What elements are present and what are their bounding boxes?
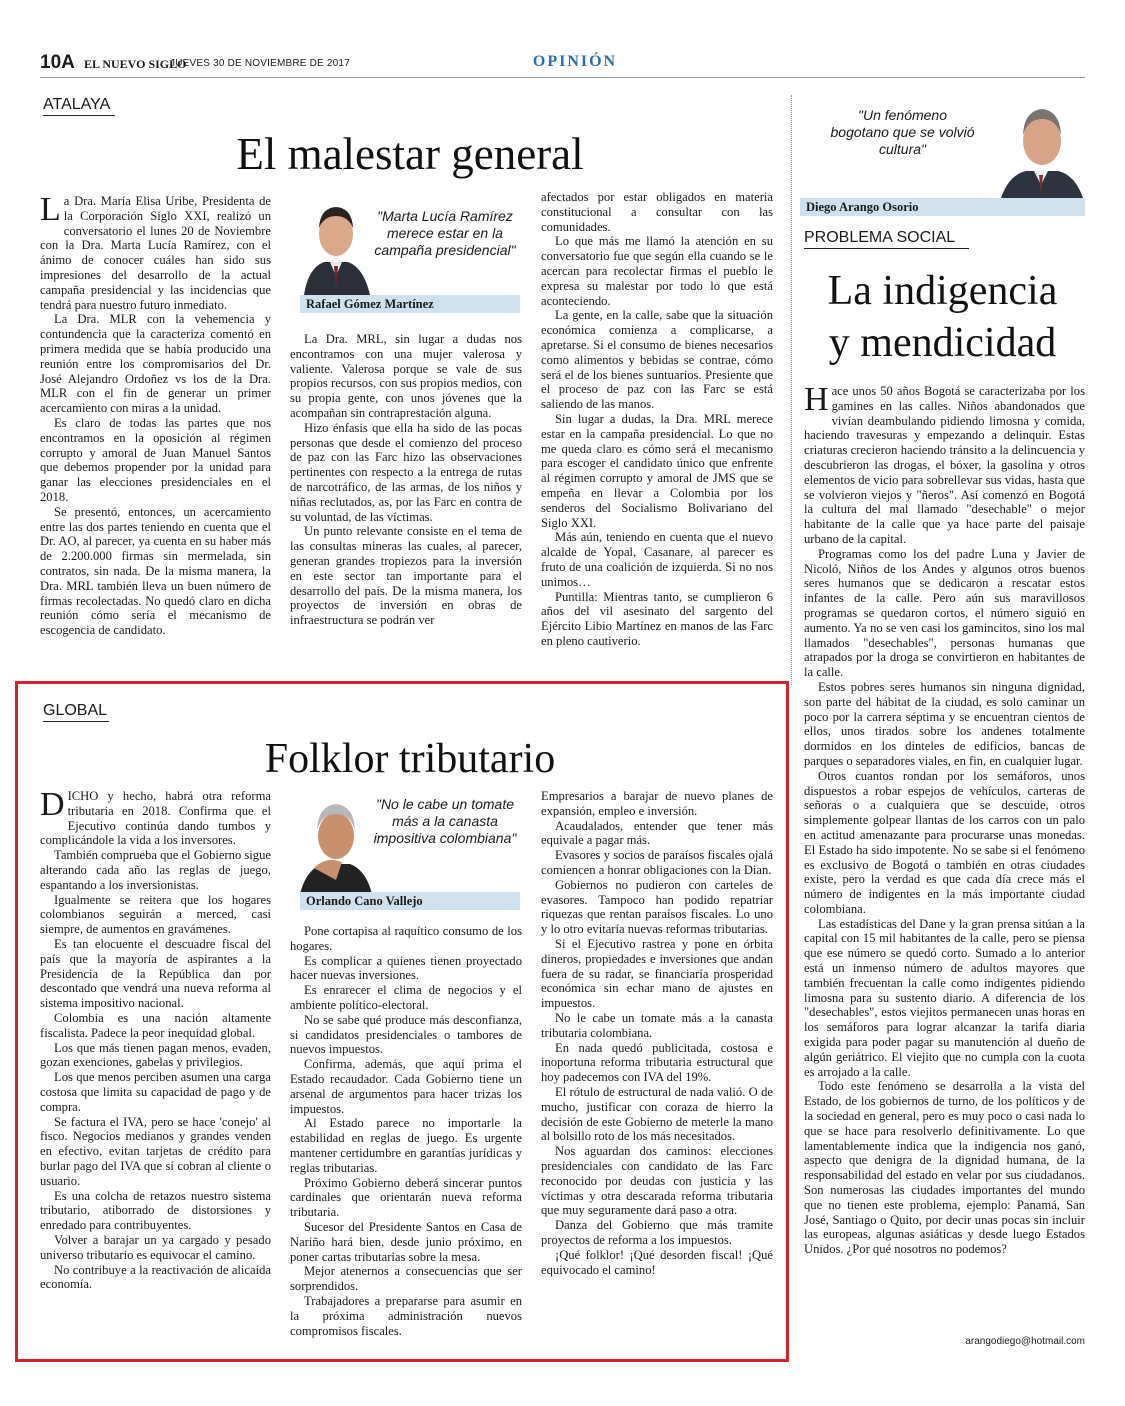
global-paragraph: Evasores y socios de paraísos fiscales ojalá comiencen a honrar obligaciones con la Dian.	[541, 848, 773, 877]
global-paragraph: También comprueba que el Gobierno sigue alterando cada año las reglas de juego, espantando a los inversionistas.	[40, 848, 271, 892]
author-box-cano	[288, 790, 520, 912]
global-paragraph: Es una colcha de retazos nuestro sistema tributario, atiborrado de distorsiones y enredado para contribuyentes.	[40, 1188, 271, 1233]
global-paragraph: Volver a barajar un ya cargado y pesado universo tributario es equivocar el camino.	[40, 1232, 271, 1262]
global-paragraph: Es enrarecer el clima de negocios y el ambiente político-electoral.	[290, 983, 522, 1012]
social-column	[804, 381, 1085, 1257]
global-paragraph: No contribuye a la reactivación de alicaída economía.	[40, 1262, 271, 1292]
global-paragraph: Nos aguardan dos caminos: elecciones presidenciales con candidato de las Farc reconocido por deudas con justicia y las víctimas y otra descarada reforma tributaria que muy seguramente dará paso a otra.	[541, 1144, 773, 1218]
section-title: OPINIÓN	[532, 53, 618, 70]
atalaya-paragraph: La Dra. MRL, sin lugar a dudas nos encontramos con una mujer valerosa y valiente. Valerosa porque se vale de sus propios recursos, con sus propios medios, con su propia gente, con unos jóvenes que la acompañan sin contraprestación alguna.	[290, 332, 522, 420]
atalaya-column-3	[541, 190, 773, 649]
atalaya-paragraph: Puntilla: Mientras tanto, se cumplieron 6 años del vil asesinato del sargento del Ejército Libio Martínez en manos de las Farc en pleno cautiverio.	[541, 589, 773, 648]
pull-quote-cano: "No le cabe un tomate más a la canasta impositiva colombiana"	[373, 796, 517, 846]
social-paragraph: Todo este fenómeno se desarrolla a la vista del Estado, de los gobiernos de turno, de los políticos y de la sociedad en general, pero es muy poco o casi nada lo que se hace para resolverlo definitivamente. Lo que lamentablemente indica que la indigencia nos ganó, aspecto que denigra de la dignidad humana, de la responsabilidad del estado en velar por sus ciudadanos. Son numerosas las ciudades importantes del mundo que no tienen este problema, ejemplo: Panamá, San José, Santiago o Quito, por decir unas pocas sin incluir las europeas, algunas asiáticas y desde luego Estados Unidos. ¿Por qué nosotros no podemos?	[804, 1079, 1085, 1257]
headline-malestar: El malestar general	[236, 129, 584, 179]
global-paragraph: Danza del Gobierno que más tramite proyectos de reforma a los impuestos.	[541, 1218, 773, 1247]
atalaya-paragraph: Lo que más me llamó la atención en su conversatorio fue que según ella cuando se le acercan para recolectar firmas el pueblo le expresa su malestar por todo lo que está aconteciendo.	[541, 234, 773, 308]
social-paragraph: Las estadísticas del Dane y la gran prensa sitúan a la capital con 15 mil habitantes de la calle, pero se piensa que ese número se quedó corto. Sumado a lo anterior está un inmenso número de adultos mayores que también frecuentan la calle como indigentes pidiendo limosna para su sustento diario. A diferencia de los "desechables", estos viejitos permanecen unas horas en los semáforos para lograr alcanzar la tarifa diaria exigida para poder pagar su manutención al dueño de algún geriátrico. El viejito que no cumpla con la cuota es arrojado a la calle.	[804, 916, 1085, 1079]
kicker-global: GLOBAL	[43, 702, 109, 722]
pull-quote-gomez: "Marta Lucía Ramírez merece estar en la campaña presidencial"	[374, 208, 516, 258]
global-paragraph: En nada quedó publicitada, costosa e inoportuna reforma tributaria estructural que hoy padecemos con IVA del 19%.	[541, 1040, 773, 1085]
social-paragraph: Programas como los del padre Luna y Javier de Nicoló, Niños de los Andes y algunos otros buenos seres humanos que se dedicaron a rescatar estos infantes de la calle. Pero aún sus maravillosos programas se quedaron cortos, el número siguió en aumento. Ya no se ven casi los gamincitos, sino los mal llamados "desechables", personas humanas que atrapados por la droga se convirtieron en habitantes de la calle.	[804, 546, 1085, 680]
global-paragraph: Gobiernos no pudieron con carteles de evasores. Tampoco han podido repatriar riquezas que rentan paraísos fiscales. Lo uno y lo otro evitaría nuevas reformas tributarias.	[541, 877, 773, 937]
global-column-2	[290, 924, 522, 1338]
author-photo-cano	[296, 790, 376, 894]
global-paragraph: Los que más tienen pagan menos, evaden, gozan exenciones, gabelas y privilegios.	[40, 1040, 271, 1070]
social-paragraph: Otros cuantos rondan por los semáforos, unos dispuestos a robar espejos de vehículos, carteras de señoras o a cualquiera que se descuide, otros simplemente golpear llantas de los carros con un palo en actitud amenazante para procurarse unas monedas. El Estado ha sido impotente. No se sabe si el fenómeno es exclusivo de Bogotá o también en otras ciudades existe, pero la verdad es que cada día crece más el número de indigentes en la más importante ciudad colombiana.	[804, 768, 1085, 916]
atalaya-paragraph: La gente, en la calle, sabe que la situación económica comienza a complicarse, a apretarse. Si el consumo de bienes necesarios como alimentos y bebidas se contrae, cómo será el de los bienes suntuarios. Presiente que el proceso de paz con las Farc se está saliendo de las manos.	[541, 308, 773, 412]
newspaper-name: EL NUEVO SIGLO	[84, 57, 187, 71]
atalaya-paragraph: Se presentó, entonces, un acercamiento entre las dos partes teniendo en cuenta que el Dr. AO, al parecer, ya cuenta en su haber más de 2.200.000 firmas sin mermelada, sin contratos, sin nada. De la misma manera, la Dra. MRL también lleva un buen número de firmas recolectadas. No quedó claro en dicha reunión cómo sería el mecanismo de escogencia de candidato.	[40, 504, 271, 638]
global-paragraph: Si el Ejecutivo rastrea y pone en órbita dineros, propiedades e inversiones que andan fuera de su radar, se financiaría prosperidad económica sin echar mano de ajustes en impuestos.	[541, 936, 773, 1011]
kicker-atalaya: ATALAYA	[43, 96, 115, 116]
global-paragraph: ¡Qué folklor! ¡Qué desorden fiscal! ¡Qué equivocado el camino!	[541, 1247, 773, 1277]
headline-line: La indigencia	[827, 268, 1058, 314]
atalaya-paragraph: afectados por estar obligados en materia constitucional a consultar con las comunidades.	[541, 190, 773, 234]
atalaya-column-1	[40, 191, 271, 638]
global-paragraph: Es complicar a quienes tienen proyectado hacer nuevas inversiones.	[290, 953, 522, 983]
global-paragraph: Se factura el IVA, pero se hace 'conejo' al fisco. Negocios medianos y grandes venden en efectivo, evitan tarjetas de crédito para burlar pago del IVA que sí cobran al cliente o usuario.	[40, 1114, 271, 1188]
global-column-3	[541, 789, 773, 1277]
pull-quote-arango: "Un fenómeno bogotano que se volvió cultura"	[830, 107, 975, 157]
global-paragraph: No le cabe un tomate más a la canasta tributaria colombiana.	[541, 1010, 773, 1040]
global-paragraph: Igualmente se reitera que los hogares colombianos seguirán a merced, casi siempre, de aumentos en gravámenes.	[40, 892, 271, 937]
atalaya-paragraph: Hizo énfasis que ella ha sido de las pocas personas que desde el comienzo del proceso de paz con las Farc hizo las observaciones pertinentes con respecto a la entrega de rutas de narcotráfico, de las armas, de los niños y niñas reclutados, as, por las Farc en contra de su voluntad, de las víctimas.	[290, 420, 522, 524]
global-paragraph: Mejor atenernos a consecuencias que ser sorprendidos.	[290, 1264, 522, 1294]
atalaya-paragraph: Sin lugar a dudas, la Dra. MRL merece estar en la campaña presidencial. Lo que no me queda claro es cómo será el mecanismo para escoger el candidato único que enfrente al régimen corrupto y amoral de JMS que se empeña en llevar a Colombia por los senderos del Socialismo Bolivariano del Siglo XXI.	[541, 411, 773, 530]
author-name-cano: Orlando Cano Vallejo	[300, 892, 520, 910]
global-paragraph: Acaudalados, entender que tener más equivale a pagar más.	[541, 818, 773, 848]
global-paragraph: Sucesor del Presidente Santos en Casa de Nariño hará bien, desde junio próximo, en poner cartas tributarias sobre la mesa.	[290, 1219, 522, 1264]
dropcap: L	[40, 191, 61, 228]
author-name-gomez: Rafael Gómez Martínez	[300, 295, 520, 313]
author-name-arango: Diego Arango Osorio	[800, 198, 1085, 216]
headline-line: y mendicidad	[828, 320, 1057, 366]
global-paragraph: Pone cortapisa al raquítico consumo de los hogares.	[290, 924, 522, 953]
author-email[interactable]: arangodiego@hotmail.com	[965, 1336, 1085, 1347]
global-paragraph: Es tan elocuente el descuadre fiscal del país que la mayoría de aspirantes a la Presidencia de la República dan por descontado que vendrá una nueva reforma al sistema impositivo nacional.	[40, 936, 271, 1011]
headline-folklor: Folklor tributario	[264, 736, 556, 782]
author-photo-arango	[998, 95, 1084, 201]
global-paragraph: Al Estado parece no importarle la estabilidad en reglas de juego. Es urgente mantener certidumbre en garantías jurídicas y reglas tributarias.	[290, 1116, 522, 1175]
author-photo-gomez	[300, 190, 372, 295]
kicker-problema-social: PROBLEMA SOCIAL	[804, 229, 969, 249]
author-box-gomez	[288, 190, 520, 315]
author-box-arango	[800, 95, 1085, 217]
global-paragraph: Próximo Gobierno deberá sincerar puntos cardinales que orientarán nueva reforma tributaria.	[290, 1175, 522, 1220]
atalaya-paragraph: Es claro de todas las partes que nos encontramos en la oposición al régimen corrupto y amoral de Juan Manuel Santos que debemos propender por la unidad para ganar las elecciones presidenciales en el 2018.	[40, 415, 271, 504]
social-paragraph: Hace unos 50 años Bogotá se caracterizaba por los gamines en las calles. Niños abandonados que vivían deambulando pidiendo limosna y comida, haciendo travesuras y empezando a delinquir. Estas criaturas crecieron haciendo tránsito a la delincuencia y descubrieron las drogas, el bóxer, la gasolina y otros elementos de vicio para sobrellevar sus vidas, hasta que se volvieron viejos y "ñeros". Así comenzó en Bogotá la cultura del mal llamado "desechable" o mejor habitante de la calle que ya hace parte del paisaje urbano de la capital.	[804, 381, 1085, 546]
global-paragraph: El rótulo de estructural de nada valió. O de mucho, justificar con coraza de hierro la decisión de este Gobierno de meterle la mano al bolsillo roto de los más necesitados.	[541, 1084, 773, 1144]
atalaya-paragraph: Un punto relevante consiste en el tema de las consultas mineras las cuales, al parecer, generan grandes tropiezos para la inversión en este sector tan importante para el desarrollo del país. De la misma manera, los proyectos de inversión en obras de infraestructura se podrán ver	[290, 524, 522, 628]
global-paragraph: DICHO y hecho, habrá otra reforma tributaria en 2018. Confirma que el Ejecutivo continúa dando tumbos y complicándole la vida a los inversores.	[40, 786, 271, 848]
dropcap: H	[804, 381, 829, 418]
atalaya-paragraph: Más aún, teniendo en cuenta que el nuevo alcalde de Yopal, Casanare, al parecer es fruto de una coalición de izquierda. Si no nos unimos…	[541, 530, 773, 589]
atalaya-paragraph: La Dra. María Elisa Uribe, Presidenta de la Corporación Siglo XXI, realizó un conversatorio el lunes 20 de Noviembre con la Dra. Marta Lucía Ramírez, con el ánimo de conocer cuáles han sido sus impresiones del desarrollo de la actual campaña presidencial y las incidencias que tendrá para nuestro futuro inmediato.	[40, 191, 271, 312]
global-paragraph: Los que menos perciben asumen una carga costosa que limita su capacidad de pago y de compra.	[40, 1070, 271, 1114]
global-paragraph: Colombia es una nación altamente fiscalista. Padece la peor inequidad global.	[40, 1010, 271, 1040]
page-number: 10A	[40, 52, 75, 73]
issue-date: JUEVES 30 DE NOVIEMBRE DE 2017	[170, 58, 350, 69]
dropcap: D	[40, 786, 65, 823]
global-paragraph: Trabajadores a prepararse para asumir en la próxima administración nuevos compromisos fiscales.	[290, 1293, 522, 1338]
global-paragraph: Empresarios a barajar de nuevo planes de expansión, empleo e inversión.	[541, 789, 773, 818]
global-paragraph: Confirma, además, que aquí prima el Estado recaudador. Cada Gobierno tiene un arsenal de argumentos para hacer trizas los impuestos.	[290, 1057, 522, 1116]
global-paragraph: No se sabe qué produce más desconfianza, si candidatos presidenciales o tambores de nuevos impuestos.	[290, 1012, 522, 1057]
global-column-1	[40, 786, 271, 1292]
page-header	[40, 50, 1085, 78]
column-divider	[791, 95, 792, 685]
atalaya-paragraph: La Dra. MLR con la vehemencia y contundencia que la caracteriza comentó en primera medida que se había producido una reunión entre los compromisarios del Dr. José Alejandro Ordoñez vs los de la Dra. MLR con el fin de generar un primer acercamiento con miras a la unidad.	[40, 312, 271, 416]
headline-indigencia	[800, 265, 1085, 369]
atalaya-column-2	[290, 332, 522, 628]
social-paragraph: Estos pobres seres humanos sin ninguna dignidad, son parte del hábitat de la ciudad, es solo caminar un poco por la carrera séptima y se encuentran cientos de ellos, unos tirados sobre los andenes totalmente dormidos en los dinteles de edificios, bancas de parques o separadores viales, en fin, en cualquier lugar.	[804, 679, 1085, 768]
